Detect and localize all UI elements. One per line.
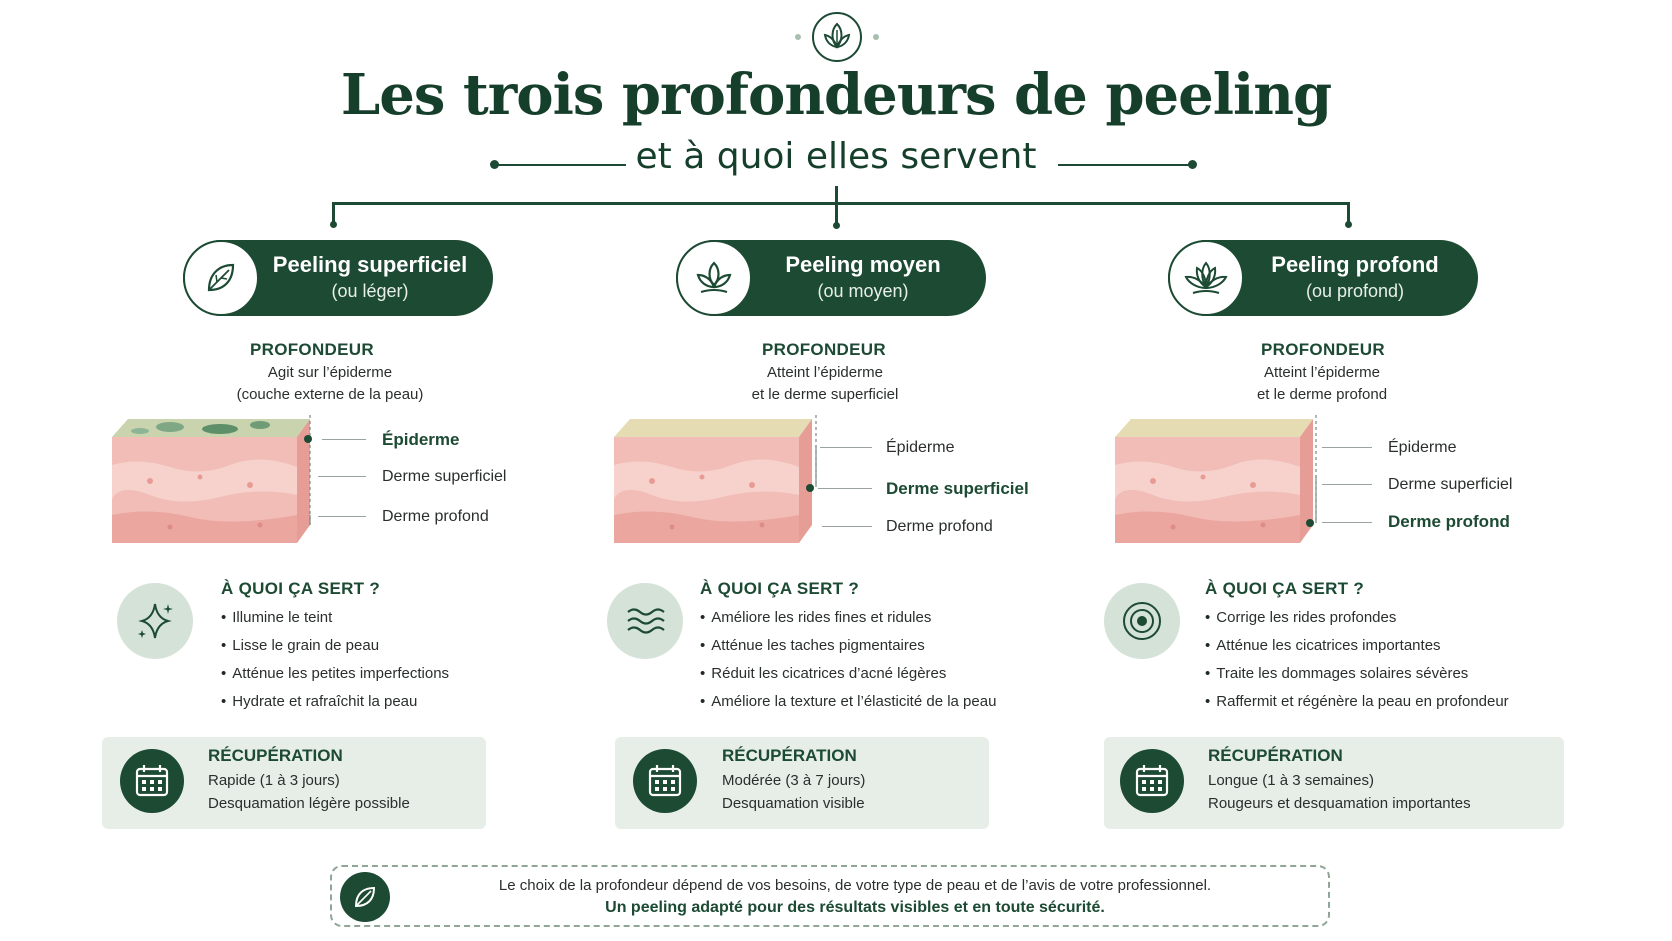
col3-recovery-heading: RÉCUPÉRATION [1208,746,1343,765]
col3-leader-deep [1322,522,1372,523]
col1-skin-block [110,415,310,550]
sprout-icon [676,240,752,316]
sparkle-icon [117,583,193,659]
col3-label-epidermis: Épiderme [1388,439,1457,456]
col1-use-heading: À QUOI ÇA SERT ? [221,579,381,598]
list-item: • Raffermit et régénère la peau en profondeur [1205,688,1509,716]
col2-depth-line1: Atteint l’épiderme [767,364,883,381]
tree-horizontal-line [332,202,1350,205]
col1-leader-superficial [318,476,366,477]
col1-depth-bracket [300,415,330,535]
col3-skin-block [1113,415,1313,550]
col3-recovery-line2: Rougeurs et desquamation importantes [1208,795,1471,812]
col1-label-deep: Derme profond [382,508,489,525]
col2-label-deep: Derme profond [886,518,993,535]
calendar-icon [633,749,697,813]
col1-label-epidermis: Épiderme [382,430,460,449]
col3-leader-epidermis [1322,447,1372,448]
col2-recovery-line1: Modérée (3 à 7 jours) [722,772,866,789]
col3-depth-line1: Atteint l’épiderme [1264,364,1380,381]
list-item: • Traite les dommages solaires sévères [1205,660,1509,688]
col2-depth-bracket [802,415,832,535]
col3-leader-superficial [1322,484,1372,485]
leaf-icon [183,240,259,316]
col1-use-list [221,604,449,716]
list-item: • Hydrate et rafraîchit la peau [221,688,449,716]
tree-center-stem [835,186,838,226]
col3-label-superficial: Derme superficiel [1388,476,1513,493]
list-item: • Atténue les taches pigmentaires [700,632,996,660]
col1-recovery-heading: RÉCUPÉRATION [208,746,343,765]
col1-title: Peeling superficiel [272,252,468,277]
col2-label-epidermis: Épiderme [886,439,955,456]
col1-recovery-line2: Desquamation légère possible [208,795,410,812]
col2-use-list [700,604,996,716]
col3-recovery-line1: Longue (1 à 3 semaines) [1208,772,1374,789]
list-item: • Atténue les cicatrices importantes [1205,632,1509,660]
col2-label-superficial: Derme superficiel [886,479,1029,498]
col2-leader-superficial [818,488,872,489]
col2-use-heading: À QUOI ÇA SERT ? [700,579,860,598]
list-item: • Corrige les rides profondes [1205,604,1509,632]
emblem-dot-right [873,34,879,40]
col1-depth-line2: (couche externe de la peau) [236,386,424,403]
footer-tagline: Un peeling adapté pour des résultats visibles et en toute sécurité. [605,899,1105,916]
col3-label-deep: Derme profond [1388,512,1510,531]
col1-recovery-line1: Rapide (1 à 3 jours) [208,772,340,789]
col1-label-superficial: Derme superficiel [382,468,507,485]
col2-title: Peeling moyen [785,252,941,277]
col2-recovery-line2: Desquamation visible [722,795,865,812]
calendar-icon [120,749,184,813]
list-item: • Illumine le teint [221,604,449,632]
page-title: Les trois profondeurs de peeling [340,62,1332,128]
col3-use-heading: À QUOI ÇA SERT ? [1205,579,1365,598]
col2-depth-line2: et le derme superficiel [751,386,899,403]
col2-skin-block [612,415,812,550]
list-item: • Atténue les petites imperfections [221,660,449,688]
leaf-icon [340,872,390,922]
col1-depth-line1: Agit sur l’épiderme [267,364,393,381]
col3-title: Peeling profond [1271,252,1439,277]
subtitle-line-right [1058,164,1190,166]
waves-icon [607,583,683,659]
col3-depth-line2: et le derme profond [1256,386,1388,403]
calendar-icon [1120,749,1184,813]
lotus-icon [1168,240,1244,316]
emblem-dot-left [795,34,801,40]
col3-use-list [1205,604,1509,716]
subtitle-dot-right [1188,160,1197,169]
footer-text: Le choix de la profondeur dépend de vos besoins, de votre type de peau et de l’avis de votre professionnel. [498,877,1212,894]
col2-subtitle: (ou moyen) [817,281,909,301]
tree-dot-center [833,222,840,229]
col1-leader-epidermis [322,439,366,440]
col2-depth-heading: PROFONDEUR [762,340,886,359]
target-icon [1104,583,1180,659]
col1-depth-heading: PROFONDEUR [250,340,374,359]
tree-dot-right [1345,221,1352,228]
col3-depth-bracket [1300,415,1330,535]
list-item: • Améliore les rides fines et ridules [700,604,996,632]
list-item: • Améliore la texture et l’élasticité de la peau [700,688,996,716]
col1-subtitle: (ou léger) [331,281,409,301]
col2-leader-deep [822,526,872,527]
col1-leader-deep [318,516,366,517]
col2-recovery-heading: RÉCUPÉRATION [722,746,857,765]
list-item: • Lisse le grain de peau [221,632,449,660]
footer-note-box [330,865,1330,927]
col2-leader-epidermis [820,447,872,448]
tree-dot-left [330,221,337,228]
list-item: • Réduit les cicatrices d’acné légères [700,660,996,688]
col3-depth-heading: PROFONDEUR [1261,340,1385,359]
lotus-leaf-icon [812,12,862,62]
col3-subtitle: (ou profond) [1305,281,1405,301]
page-subtitle: et à quoi elles servent [635,136,1037,177]
